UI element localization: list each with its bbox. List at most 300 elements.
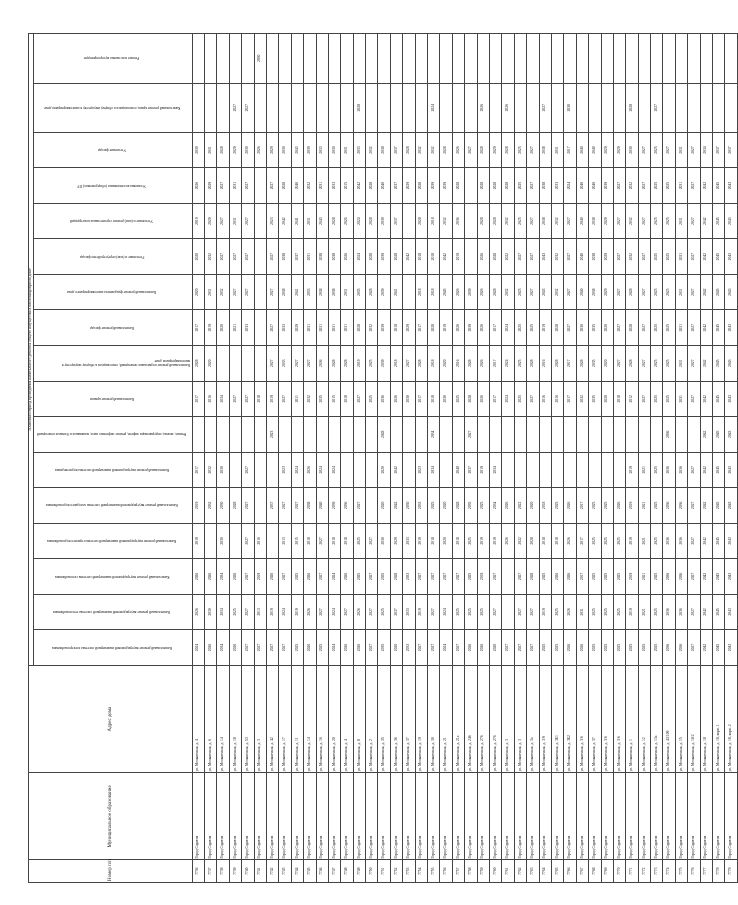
- row-year: 2024: [428, 83, 440, 132]
- row-year: [291, 34, 303, 84]
- row-year: 2024: [440, 630, 452, 666]
- row-year: 2026: [564, 594, 576, 630]
- row-year: 2036: [663, 630, 675, 666]
- row-municipality: Город Саратов: [403, 773, 415, 860]
- row-year: [440, 452, 452, 488]
- row-year: 2019: [415, 523, 427, 559]
- row-municipality: Город Саратов: [254, 773, 266, 860]
- row-year: 2027: [688, 594, 700, 630]
- row-year: 2038: [589, 239, 601, 275]
- row-year: 2032: [304, 381, 316, 417]
- work-header: [33, 630, 192, 666]
- row-year: 2036: [675, 452, 687, 488]
- row-number: 7771: [626, 860, 638, 883]
- row-year: 2019: [477, 452, 489, 488]
- table-row: [465, 34, 477, 883]
- row-address: ул. Мельничная, д. 20: [328, 665, 340, 773]
- row-year: [205, 34, 217, 84]
- row-year: 2027: [514, 630, 526, 666]
- row-year: 2031: [205, 132, 217, 168]
- row-year: [688, 83, 700, 132]
- work-header: [33, 488, 192, 524]
- row-year: 2027: [638, 132, 650, 168]
- row-year: 2043: [725, 452, 737, 488]
- header-number: Номер п/п: [29, 860, 193, 883]
- row-address: ул. Мельничная, д. 1: [626, 665, 638, 773]
- row-year: 2018: [428, 381, 440, 417]
- row-year: 2032: [551, 239, 563, 275]
- row-year: 2036: [663, 488, 675, 524]
- row-year: 2028: [328, 346, 340, 382]
- row-year: 2019: [266, 594, 278, 630]
- row-year: 2020: [205, 346, 217, 382]
- work-header-label: Капитальный ремонт подвальных помещений, относящихся к общему имуществу в многоквартирном доме: [61, 359, 190, 368]
- row-year: 2028: [527, 346, 539, 382]
- row-year: 2028: [527, 559, 539, 595]
- row-year: 2026: [564, 630, 576, 666]
- row-year: 2039: [428, 168, 440, 204]
- row-address: ул. Мельничная, д. 19: [415, 665, 427, 773]
- row-year: 2036: [452, 203, 464, 239]
- row-year: [390, 83, 402, 132]
- row-address: ул. Мельничная, д. 3Б2: [564, 665, 576, 773]
- row-year: 2025: [477, 594, 489, 630]
- row-year: 2029: [205, 203, 217, 239]
- row-year: 2042: [353, 168, 365, 204]
- row-year: 2029: [613, 132, 625, 168]
- row-year: 2041: [291, 203, 303, 239]
- row-address: ул. Мельничная, д. 3: [502, 665, 514, 773]
- row-year: 2025: [551, 594, 563, 630]
- row-municipality: Город Саратов: [651, 773, 663, 860]
- row-year: 2019: [440, 310, 452, 346]
- row-year: 2035: [378, 559, 390, 595]
- row-year: [229, 417, 241, 453]
- row-year: 2030: [378, 523, 390, 559]
- row-year: 2024: [291, 452, 303, 488]
- row-year: 2026: [254, 132, 266, 168]
- row-year: 2033: [403, 523, 415, 559]
- row-year: 2027: [613, 239, 625, 275]
- row-year: 2036: [675, 630, 687, 666]
- row-year: 2029: [403, 310, 415, 346]
- row-year: 2025: [589, 630, 601, 666]
- row-year: 2017: [192, 310, 204, 346]
- row-number: 7737: [205, 860, 217, 883]
- row-year: 2019: [539, 310, 551, 346]
- row-year: 2032: [428, 132, 440, 168]
- row-year: [279, 417, 291, 453]
- row-municipality: Город Саратов: [489, 773, 501, 860]
- row-year: 2023: [279, 452, 291, 488]
- row-year: 2025: [514, 132, 526, 168]
- row-year: 2032: [502, 274, 514, 310]
- row-year: [205, 83, 217, 132]
- row-year: 2038: [589, 274, 601, 310]
- row-year: 2031: [316, 168, 328, 204]
- work-header-label: Капитальный ремонт внутридомовой инженерной системы водоотведения: [54, 467, 169, 472]
- row-year: 2013: [254, 594, 266, 630]
- row-year: 2031: [551, 132, 563, 168]
- row-year: 2031: [341, 274, 353, 310]
- row-year: 2040: [576, 239, 588, 275]
- row-address: ул. Мельничная, д. 18, корп. 2: [725, 665, 737, 773]
- row-address: ул. Мельничная, д. 4: [192, 665, 204, 773]
- row-year: 2028: [353, 310, 365, 346]
- row-year: 2043: [725, 594, 737, 630]
- row-year: 2036: [675, 559, 687, 595]
- row-year: 2039: [378, 346, 390, 382]
- row-year: 2040: [316, 488, 328, 524]
- row-year: 2039: [378, 203, 390, 239]
- row-number: 7773: [651, 860, 663, 883]
- row-address: ул. Мельничная, д. 24б: [465, 665, 477, 773]
- row-year: [675, 417, 687, 453]
- row-year: 2036: [663, 594, 675, 630]
- row-address: ул. Мельничная, д. 18: [229, 665, 241, 773]
- table-row: [229, 34, 241, 883]
- row-municipality: Город Саратов: [675, 773, 687, 860]
- row-municipality: Город Саратов: [366, 773, 378, 860]
- row-year: 2028: [626, 83, 638, 132]
- row-year: 2045: [713, 274, 725, 310]
- row-year: [440, 417, 452, 453]
- work-header-label: Капитальный ремонт фундамента многоквартирного дома: [67, 290, 157, 295]
- row-year: 2026: [502, 83, 514, 132]
- row-year: [304, 34, 316, 84]
- work-header-label: Капитальный ремонт внутридомовой инженерной системы холодного водоснабжения: [46, 503, 178, 508]
- row-year: 2025: [651, 452, 663, 488]
- row-year: 2042: [279, 203, 291, 239]
- table-row: [378, 34, 390, 883]
- row-municipality: Город Саратов: [465, 773, 477, 860]
- row-year: 2021: [638, 523, 650, 559]
- row-year: 2040: [452, 452, 464, 488]
- row-number: 7748: [341, 860, 353, 883]
- row-year: 2025: [589, 523, 601, 559]
- row-year: 2039: [378, 310, 390, 346]
- row-year: [527, 452, 539, 488]
- row-year: 2027: [688, 559, 700, 595]
- row-year: 2015: [328, 381, 340, 417]
- row-year: [254, 203, 266, 239]
- row-year: 2025: [551, 488, 563, 524]
- row-year: 2022: [514, 523, 526, 559]
- row-year: 2020: [378, 452, 390, 488]
- table-row: [688, 34, 700, 883]
- row-year: 2029: [266, 132, 278, 168]
- row-year: 2027: [613, 168, 625, 204]
- row-year: 2025: [613, 630, 625, 666]
- row-municipality: Город Саратов: [378, 773, 390, 860]
- row-year: 2023: [266, 417, 278, 453]
- row-year: 2028: [477, 168, 489, 204]
- row-year: 2027: [613, 346, 625, 382]
- row-year: 2027: [428, 559, 440, 595]
- row-year: 2025: [477, 488, 489, 524]
- row-year: [613, 34, 625, 84]
- row-address: ул. Мельничная, д. 6: [205, 665, 217, 773]
- table-row: [502, 34, 514, 883]
- row-year: [291, 83, 303, 132]
- work-header-label: Утепление и (или) переустройство фасада: [79, 254, 145, 259]
- row-municipality: Город Саратов: [688, 773, 700, 860]
- row-year: 2036: [663, 452, 675, 488]
- row-number: 7744: [291, 860, 303, 883]
- row-year: [403, 83, 415, 132]
- row-year: 2020: [440, 488, 452, 524]
- row-year: 2032: [626, 168, 638, 204]
- row-year: 2031: [675, 310, 687, 346]
- row-year: 2036: [663, 523, 675, 559]
- row-year: 2016: [551, 381, 563, 417]
- row-year: [551, 452, 563, 488]
- row-year: 2027: [242, 239, 254, 275]
- row-year: 2031: [328, 310, 340, 346]
- row-year: 2027: [242, 630, 254, 666]
- row-year: 2027: [638, 274, 650, 310]
- row-year: 2025: [663, 310, 675, 346]
- row-year: 2028: [527, 523, 539, 559]
- row-year: 2028: [415, 168, 427, 204]
- row-year: [205, 523, 217, 559]
- header-municipality: Муниципальное образование: [29, 773, 193, 860]
- row-year: 2025: [452, 594, 464, 630]
- row-year: 2034: [428, 452, 440, 488]
- row-year: 2018: [390, 346, 402, 382]
- row-number: 7767: [576, 860, 588, 883]
- row-year: 2019: [291, 594, 303, 630]
- row-year: 2027: [638, 239, 650, 275]
- row-year: 2025: [514, 274, 526, 310]
- row-year: 2021: [638, 452, 650, 488]
- row-year: 2039: [465, 274, 477, 310]
- row-year: 2033: [279, 346, 291, 382]
- row-year: 2033: [353, 132, 365, 168]
- row-year: 2019: [415, 594, 427, 630]
- row-year: 2017: [489, 346, 501, 382]
- row-number: 7751: [378, 860, 390, 883]
- row-year: 2028: [428, 310, 440, 346]
- row-year: 2027: [366, 594, 378, 630]
- row-municipality: Город Саратов: [589, 773, 601, 860]
- table-row: [328, 34, 340, 883]
- row-year: 2028: [366, 274, 378, 310]
- row-year: 2028: [551, 310, 563, 346]
- row-year: [229, 452, 241, 488]
- row-year: 2025: [663, 239, 675, 275]
- row-year: 2028: [465, 346, 477, 382]
- row-year: [328, 83, 340, 132]
- row-year: 2025: [589, 488, 601, 524]
- row-year: [713, 34, 725, 84]
- table-row: [601, 34, 613, 883]
- work-header-label: Капитальный ремонт внутридомовой инженерной системы электроснабжения: [51, 645, 172, 650]
- row-year: 2042: [700, 346, 712, 382]
- row-year: 2045: [713, 310, 725, 346]
- row-year: [366, 417, 378, 453]
- row-year: 2026: [304, 630, 316, 666]
- row-year: 2043: [291, 132, 303, 168]
- row-year: [452, 83, 464, 132]
- row-year: 2016: [452, 346, 464, 382]
- row-year: 2020: [217, 310, 229, 346]
- row-year: 2025: [651, 310, 663, 346]
- row-year: 2026: [613, 488, 625, 524]
- row-year: 2027: [688, 523, 700, 559]
- row-year: 2025: [651, 381, 663, 417]
- row-year: 2025: [626, 630, 638, 666]
- row-year: 2025: [613, 523, 625, 559]
- row-year: [366, 83, 378, 132]
- row-year: 2030: [217, 488, 229, 524]
- row-year: [390, 34, 402, 84]
- row-year: 2025: [651, 203, 663, 239]
- row-year: 2027: [279, 630, 291, 666]
- row-year: [539, 452, 551, 488]
- row-year: 2040: [576, 132, 588, 168]
- row-year: 2028: [489, 203, 501, 239]
- row-year: 2017: [415, 310, 427, 346]
- row-address: ул. Мельничная, д. 53: [242, 665, 254, 773]
- row-year: 2018: [428, 523, 440, 559]
- row-year: 2028: [378, 417, 390, 453]
- row-number: 7769: [601, 860, 613, 883]
- row-year: 2035: [465, 488, 477, 524]
- row-year: [502, 559, 514, 595]
- row-year: 2026: [266, 559, 278, 595]
- row-year: 2021: [229, 310, 241, 346]
- row-year: [440, 34, 452, 84]
- table-row: [489, 34, 501, 883]
- row-year: 2025: [366, 381, 378, 417]
- row-year: 2028: [217, 132, 229, 168]
- row-year: [651, 34, 663, 84]
- row-year: 2042: [390, 452, 402, 488]
- row-year: 2013: [279, 523, 291, 559]
- row-year: [341, 83, 353, 132]
- row-year: 2027: [415, 559, 427, 595]
- work-header: [33, 381, 192, 417]
- row-year: [601, 417, 613, 453]
- row-year: 2036: [378, 381, 390, 417]
- row-year: 2045: [713, 239, 725, 275]
- row-year: 2027: [527, 132, 539, 168]
- row-year: 2042: [700, 594, 712, 630]
- row-year: 2019: [205, 310, 217, 346]
- row-year: 2031: [576, 594, 588, 630]
- row-year: 2027: [242, 523, 254, 559]
- row-year: 2027: [638, 203, 650, 239]
- row-year: 2020: [527, 488, 539, 524]
- row-number: 7765: [551, 860, 563, 883]
- row-year: 2033: [304, 274, 316, 310]
- row-year: 2017: [576, 523, 588, 559]
- row-year: 2027: [663, 132, 675, 168]
- row-year: [390, 417, 402, 453]
- table-row: [279, 34, 291, 883]
- table-row: [403, 34, 415, 883]
- row-year: 2026: [229, 630, 241, 666]
- row-year: 2027: [688, 630, 700, 666]
- row-number: 7747: [328, 860, 340, 883]
- row-year: [663, 34, 675, 84]
- table-row: [192, 34, 204, 883]
- table-row: [366, 34, 378, 883]
- row-year: 2030: [403, 488, 415, 524]
- row-year: 2027: [527, 381, 539, 417]
- row-year: 2027: [428, 594, 440, 630]
- row-year: 2025: [663, 274, 675, 310]
- row-municipality: Город Саратов: [341, 773, 353, 860]
- row-year: 2027: [688, 381, 700, 417]
- row-address: ул. Мельничная, д. 30: [428, 665, 440, 773]
- row-year: 2031: [316, 310, 328, 346]
- row-year: 2027: [291, 488, 303, 524]
- row-year: 2034: [217, 594, 229, 630]
- row-year: 2027: [229, 239, 241, 275]
- row-number: 7757: [452, 860, 464, 883]
- row-year: 2026: [452, 274, 464, 310]
- repair-schedule-table: [28, 33, 738, 883]
- row-year: [502, 34, 514, 84]
- row-year: [254, 274, 266, 310]
- row-year: 2026: [477, 346, 489, 382]
- work-header: [33, 523, 192, 559]
- row-address: ул. Мельничная, д. 3Б1: [551, 665, 563, 773]
- row-year: 2043: [725, 274, 737, 310]
- row-year: [589, 452, 601, 488]
- table-row: [415, 34, 427, 883]
- row-year: 2025: [601, 594, 613, 630]
- row-year: 2032: [551, 203, 563, 239]
- row-year: 2042: [700, 630, 712, 666]
- row-year: 2032: [366, 310, 378, 346]
- row-number: 7739: [229, 860, 241, 883]
- row-year: [564, 452, 576, 488]
- row-year: 2038: [539, 203, 551, 239]
- row-year: [378, 83, 390, 132]
- table-body: [192, 34, 737, 883]
- row-year: [688, 417, 700, 453]
- row-year: 2032: [304, 168, 316, 204]
- row-year: [403, 452, 415, 488]
- row-year: 2016: [254, 523, 266, 559]
- row-year: 2027: [341, 594, 353, 630]
- row-year: 2020: [601, 310, 613, 346]
- row-year: 2025: [539, 559, 551, 595]
- table-row: [663, 34, 675, 883]
- row-year: 2027: [266, 274, 278, 310]
- row-year: 2032: [626, 203, 638, 239]
- row-year: 2031: [675, 203, 687, 239]
- row-municipality: Город Саратов: [576, 773, 588, 860]
- row-year: 2025: [651, 132, 663, 168]
- row-year: 2012: [626, 381, 638, 417]
- row-year: 2027: [564, 239, 576, 275]
- row-number: 7766: [564, 860, 576, 883]
- row-year: 2020: [601, 381, 613, 417]
- row-municipality: Город Саратов: [279, 773, 291, 860]
- table-row: [626, 34, 638, 883]
- row-municipality: Город Саратов: [229, 773, 241, 860]
- row-year: 2018: [304, 523, 316, 559]
- table-row: [700, 34, 712, 883]
- row-year: 2028: [551, 346, 563, 382]
- row-year: 2027: [279, 488, 291, 524]
- row-year: 2027: [638, 346, 650, 382]
- table-row: [428, 34, 440, 883]
